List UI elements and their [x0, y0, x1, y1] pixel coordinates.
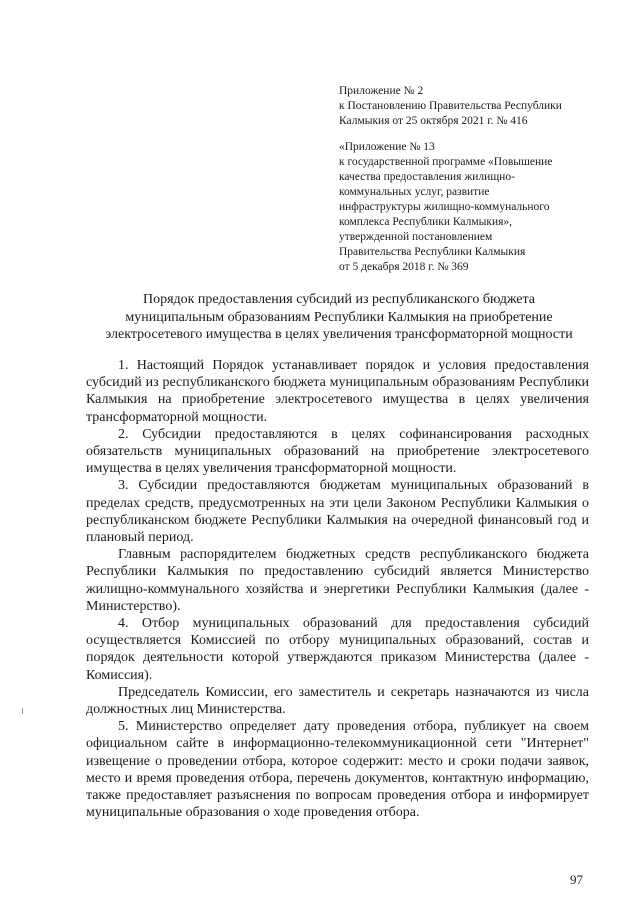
title-line: Порядок предоставления субсидий из республиканского бюджета: [142, 292, 536, 307]
paragraph-4: 4. Отбор муниципальных образований для предоставления субсидий осуществляется Комиссией по отбору муниципальных образований, состав и порядок деятельности которой утверждаются приказом Министерства (далее - Комиссия).: [86, 616, 589, 683]
appendix-line: комплекса Республики Калмыкия»,: [339, 216, 513, 228]
paragraph-2: 2. Субсидии предоставляются в целях софинансирования расходных обязательств муниципальных образований на приобретение электросетевого имущества в целях увеличения трансформаторной мощности.: [86, 426, 589, 477]
paragraph-5: 5. Министерство определяет дату проведения отбора, публикует на своем официальном сайте в информационно-телекоммуникационной сети "Интернет" извещение о проведении отбора, которое содержит: место и сроки подачи заявок, место и время проведения отбора, перечень документов, контактную информацию, также предоставляет разъяснения по вопросам проведения отбора и информирует муниципальные образования о ходе проведения отбора.: [86, 719, 589, 821]
appendix-line: качества предоставления жилищно-: [339, 171, 515, 183]
paragraph-main-manager: Главным распорядителем бюджетных средств республиканского бюджета Республики Калмыкия по предоставлению субсидий является Министерство жилищно-коммунального хозяйства и энергетики Республики Калмыкия (далее - Министерство).: [86, 547, 589, 614]
appendix-line: Приложение № 2: [339, 85, 424, 97]
appendix-spacer: [339, 129, 619, 140]
document-body: [86, 357, 589, 821]
title-line: муниципальным образованиям Республики Калмыкия на приобретение: [125, 309, 553, 325]
paragraph-1: 1. Настоящий Порядок устанавливает порядок и условия предоставления субсидий из республиканского бюджета муниципальным образованиям Республики Калмыкия на приобретение электросетевого имущества в целях увеличения трансформаторной мощности.: [86, 358, 589, 425]
appendix-line: Калмыкия от 25 октября 2021 г. № 416: [339, 115, 528, 127]
document-title: [70, 291, 608, 344]
page-number: 97: [570, 872, 583, 887]
appendix-line: к Постановлению Правительства Республики: [339, 100, 562, 112]
appendix-line: инфраструктуры жилищно-коммунального: [339, 201, 550, 213]
title-line: электросетевого имущества в целях увеличения трансформаторной мощности: [105, 327, 573, 342]
appendix-line: коммунальных услуг, развитие: [339, 186, 490, 198]
margin-mark: [22, 708, 23, 714]
appendix-line: утвержденной постановлением: [339, 231, 493, 243]
paragraph-commission-officers: Председатель Комиссии, его заместитель и секретарь назначаются из числа должностных лиц Министерства.: [86, 684, 589, 718]
appendix-line: «Приложение № 13: [339, 141, 435, 153]
appendix-header: [339, 84, 619, 275]
paragraph-3: 3. Субсидии предоставляются бюджетам муниципальных образований в пределах средств, предусмотренных на эти цели Законом Республики Калмыкия о республиканском бюджете Республики Калмыкия на очередной финансовый год и плановый период.: [86, 478, 589, 546]
appendix-line: Правительства Республики Калмыкия: [339, 246, 526, 258]
appendix-line: к государственной программе «Повышение: [339, 156, 553, 168]
appendix-line: от 5 декабря 2018 г. № 369: [339, 261, 469, 273]
